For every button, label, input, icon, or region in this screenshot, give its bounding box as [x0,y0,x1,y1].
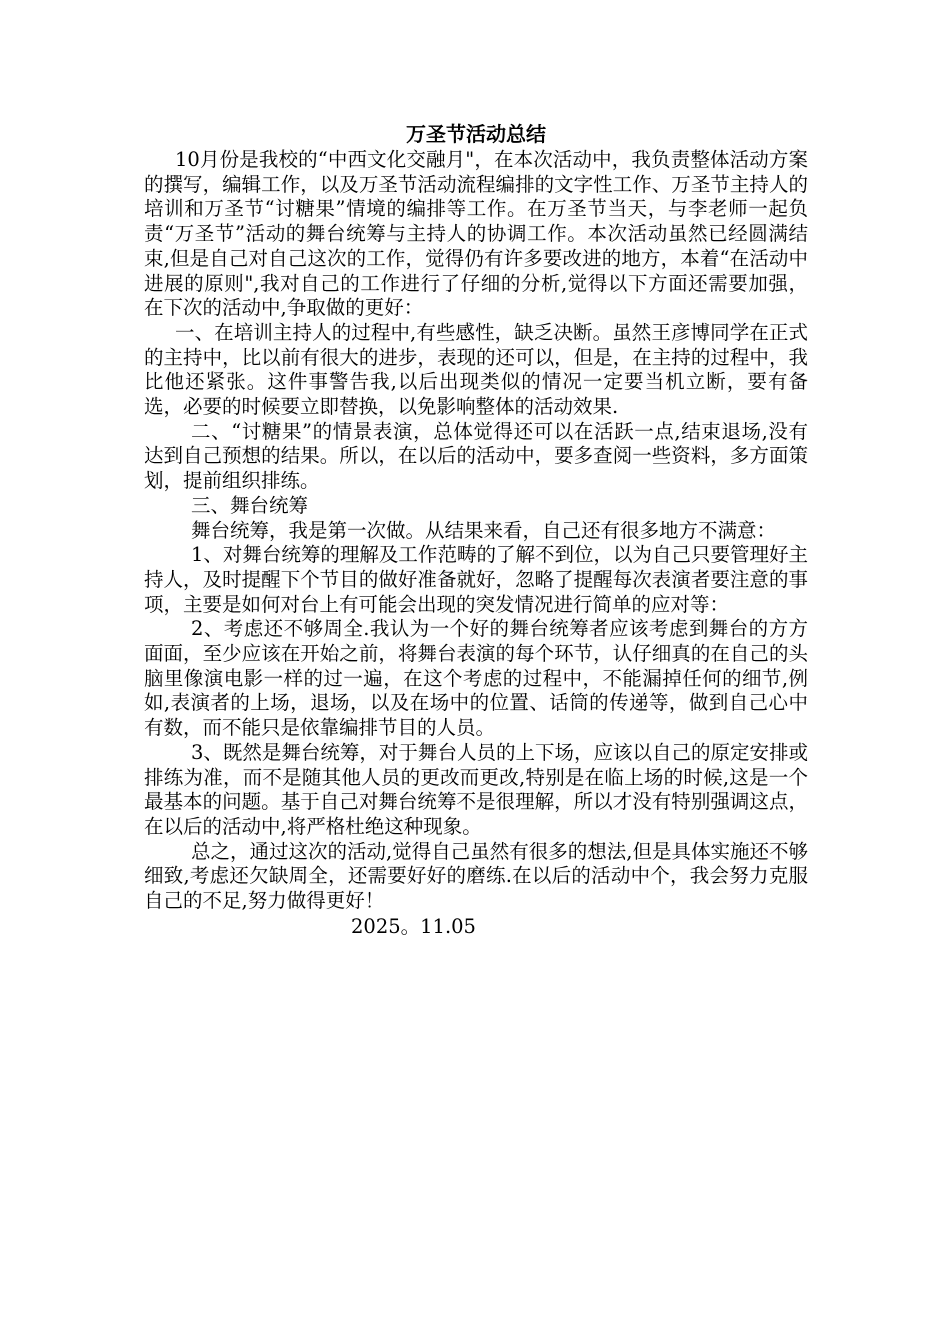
document-page [144,120,808,940]
paragraph-stage-intro: 舞台统筹，我是第一次做。从结果来看，自己还有很多地方不满意： [191,518,777,542]
paragraph-point-1: 一、在培训主持人的过程中,有些感性，缺乏决断。虽然王彦博同学在正式的主持中，比以前有很大的进步，表现的还可以，但是，在主持的过程中，我比他还紧张。这件事警告我,以后出现类似的情况一定要当机立断，要有备选，必要的时候要立即替换，以免影响整体的活动效果. [144,320,808,419]
document-title: 万圣节活动总结 [406,122,546,146]
paragraph-conclusion: 总之，通过这次的活动,觉得自己虽然有很多的想法,但是具体实施还不够细致,考虑还欠缺周全，还需要好好的磨练.在以后的活动中个，我会努力克服自己的不足,努力做得更好！ [144,839,808,913]
paragraph-stage-item-3: 3、既然是舞台统筹，对于舞台人员的上下场，应该以自己的原定安排或排练为准，而不是随其他人员的更改而更改,特别是在临上场的时候,这是一个最基本的问题。基于自己对舞台统筹不是很理解，所以才没有特别强调这点，在以后的活动中,将严格杜绝这种现象。 [144,740,808,838]
paragraph-stage-item-2: 2、考虑还不够周全.我认为一个好的舞台统筹者应该考虑到舞台的方方面面，至少应该在开始之前，将舞台表演的每个环节，认仔细真的在自己的头脑里像演电影一样的过一遍，在这个考虑的过程中，不能漏掉任何的细节,例如,表演者的上场，退场，以及在场中的位置、话筒的传递等，做到自己心中有数，而不能只是依靠编排节目的人员。 [144,617,808,740]
document-date: 2025。11.05 [351,914,476,938]
paragraph-intro: 10月份是我校的“中西文化交融月"，在本次活动中，我负责整体活动方案的撰写，编辑工作，以及万圣节活动流程编排的文字性工作、万圣节主持人的培训和万圣节“讨糖果”情境的编排等工作。在万圣节当天，与李老师一起负责“万圣节”活动的舞台统筹与主持人的协调工作。本次活动虽然已经圆满结束,但是自己对自己这次的工作，觉得仍有许多要改进的地方，本着“在活动中进展的原则",我对自己的工作进行了仔细的分析,觉得以下方面还需要加强，在下次的活动中,争取做的更好： [144,148,808,320]
paragraph-point-2: 二、“讨糖果”的情景表演，总体觉得还可以在活跃一点,结束退场,没有达到自己预想的结果。所以，在以后的活动中，要多查阅一些资料，多方面策划，提前组织排练。 [144,419,808,493]
paragraph-stage-item-1: 1、对舞台统筹的理解及工作范畴的了解不到位，以为自己只要管理好主持人，及时提醒下个节目的做好准备就好，忽略了提醒每次表演者要注意的事项，主要是如何对台上有可能会出现的突发情况进行简单的应对等： [144,543,808,616]
section-heading-stage: 三、舞台统筹 [191,493,309,517]
